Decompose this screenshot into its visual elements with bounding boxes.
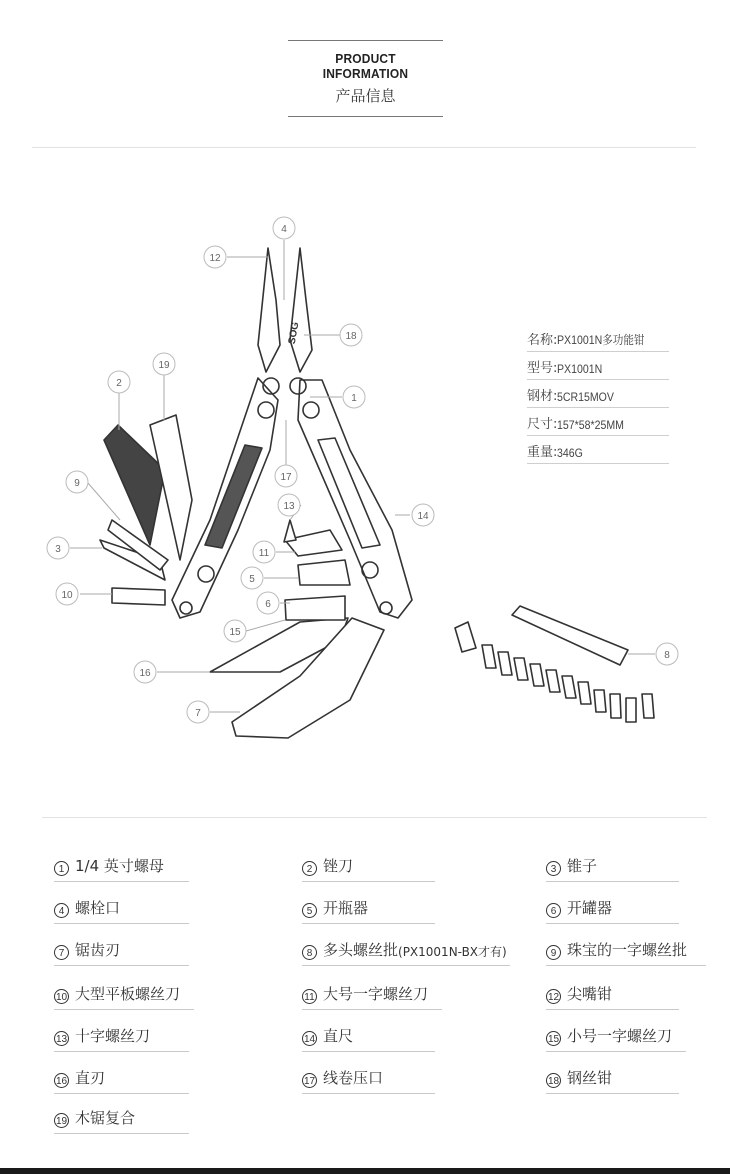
part-item [54, 1062, 189, 1094]
svg-text:15: 15 [229, 627, 241, 638]
callout-17 [275, 465, 297, 487]
part-name: 钢丝钳 [567, 1069, 613, 1087]
callout-9 [66, 471, 88, 493]
part-name: 直尺 [323, 1027, 354, 1045]
part-name: 尖嘴钳 [567, 985, 613, 1003]
part-item [546, 892, 679, 924]
spec-value: 157*58*25MM [557, 418, 625, 432]
callout-13 [278, 494, 300, 516]
part-item [546, 850, 679, 882]
svg-text:1: 1 [351, 393, 357, 404]
callout-7 [187, 701, 209, 723]
callout-11 [253, 541, 275, 563]
top-divider [32, 147, 696, 148]
part-name: 线卷压口 [323, 1069, 384, 1087]
callout-4 [273, 217, 295, 239]
part-name: 大号一字螺丝刀 [323, 985, 429, 1003]
svg-text:3: 3 [55, 544, 61, 555]
part-number: 9 [546, 945, 561, 960]
part-number: 18 [546, 1073, 561, 1088]
part-number: 15 [546, 1031, 561, 1046]
part-number: 12 [546, 989, 561, 1004]
part-name: 大型平板螺丝刀 [75, 985, 181, 1003]
callout-2 [108, 371, 130, 393]
part-item [302, 892, 435, 924]
part-item [546, 1062, 679, 1094]
spec-row-steel [527, 380, 669, 408]
part-name: 十字螺丝刀 [75, 1027, 151, 1045]
part-note: (PX1001N-BX才有) [398, 945, 507, 959]
part-name: 开瓶器 [323, 899, 369, 917]
svg-text:12: 12 [209, 253, 221, 264]
spec-label: 尺寸: [527, 417, 558, 432]
part-number: 10 [54, 989, 69, 1004]
part-number: 16 [54, 1073, 69, 1088]
part-name: 螺栓口 [75, 899, 121, 917]
callout-14 [412, 504, 434, 526]
svg-text:17: 17 [280, 472, 292, 483]
part-item [546, 934, 706, 966]
part-name: 珠宝的一字螺丝批 [567, 941, 688, 959]
section-header [288, 40, 443, 117]
callout-6 [257, 592, 279, 614]
svg-text:16: 16 [139, 668, 151, 679]
part-name: 锯齿刃 [75, 941, 121, 959]
part-name: 锉刀 [323, 857, 354, 875]
part-number: 14 [302, 1031, 317, 1046]
part-item [302, 1020, 435, 1052]
multitool-diagram [0, 195, 730, 755]
spec-label: 重量: [527, 445, 558, 460]
spec-label: 钢材: [527, 389, 558, 404]
part-item [54, 850, 189, 882]
part-name: 开罐器 [567, 899, 613, 917]
spec-row-model [527, 352, 669, 380]
header-top-rule [288, 40, 443, 41]
header-title-en: PRODUCT INFORMATION [322, 51, 409, 81]
spec-row-weight [527, 436, 669, 464]
part-item [302, 934, 510, 966]
callout-5 [241, 567, 263, 589]
callout-3 [47, 537, 69, 559]
part-name: 1/4 英寸螺母 [75, 857, 164, 875]
part-item [54, 934, 189, 966]
svg-text:7: 7 [195, 708, 201, 719]
middle-divider [42, 817, 707, 818]
svg-text:13: 13 [283, 501, 295, 512]
svg-text:11: 11 [258, 548, 270, 559]
callout-10 [56, 583, 78, 605]
svg-text:14: 14 [417, 511, 429, 522]
part-name: 多头螺丝批 [323, 941, 399, 959]
part-number: 2 [302, 861, 317, 876]
spec-value: 5CR15MOV [557, 390, 615, 404]
part-name: 直刃 [75, 1069, 106, 1087]
part-number: 13 [54, 1031, 69, 1046]
part-item [54, 1102, 189, 1134]
callout-8 [656, 643, 678, 665]
part-number: 4 [54, 903, 69, 918]
part-number: 6 [546, 903, 561, 918]
spec-label: 型号: [527, 361, 558, 376]
part-number: 1 [54, 861, 69, 876]
part-item [54, 978, 194, 1010]
part-number: 11 [302, 989, 317, 1004]
callout-15 [224, 620, 246, 642]
part-item [302, 978, 442, 1010]
part-item [54, 892, 189, 924]
part-name: 锥子 [567, 857, 598, 875]
part-number: 5 [302, 903, 317, 918]
spec-row-name [527, 324, 669, 352]
svg-text:4: 4 [281, 224, 287, 235]
svg-text:8: 8 [664, 650, 670, 661]
spec-value: PX1001N多功能钳 [557, 333, 645, 347]
callout-16 [134, 661, 156, 683]
svg-text:18: 18 [345, 331, 357, 342]
header-bottom-rule [288, 116, 443, 117]
brand-mark: SOG [286, 321, 302, 346]
svg-text:6: 6 [265, 599, 271, 610]
spec-list [527, 324, 669, 464]
part-number: 19 [54, 1113, 69, 1128]
part-item [546, 978, 679, 1010]
spec-value: PX1001N [557, 362, 603, 376]
spec-label: 名称: [527, 333, 558, 348]
svg-text:9: 9 [74, 478, 80, 489]
callout-12 [204, 246, 226, 268]
svg-text:10: 10 [61, 590, 73, 601]
callout-19 [153, 353, 175, 375]
part-number: 17 [302, 1073, 317, 1088]
header-title-cn: 产品信息 [335, 87, 396, 105]
spec-row-size [527, 408, 669, 436]
spec-value: 346G [557, 446, 584, 460]
callout-1 [343, 386, 365, 408]
part-item [546, 1020, 686, 1052]
part-number: 3 [546, 861, 561, 876]
svg-text:2: 2 [116, 378, 122, 389]
part-item [302, 1062, 435, 1094]
bottom-bar [0, 1168, 730, 1174]
callout-18 [340, 324, 362, 346]
part-number: 8 [302, 945, 317, 960]
part-item [302, 850, 435, 882]
svg-text:19: 19 [158, 360, 170, 371]
part-number: 7 [54, 945, 69, 960]
part-item [54, 1020, 189, 1052]
svg-text:5: 5 [249, 574, 255, 585]
part-name: 木锯复合 [75, 1109, 136, 1127]
part-name: 小号一字螺丝刀 [567, 1027, 673, 1045]
